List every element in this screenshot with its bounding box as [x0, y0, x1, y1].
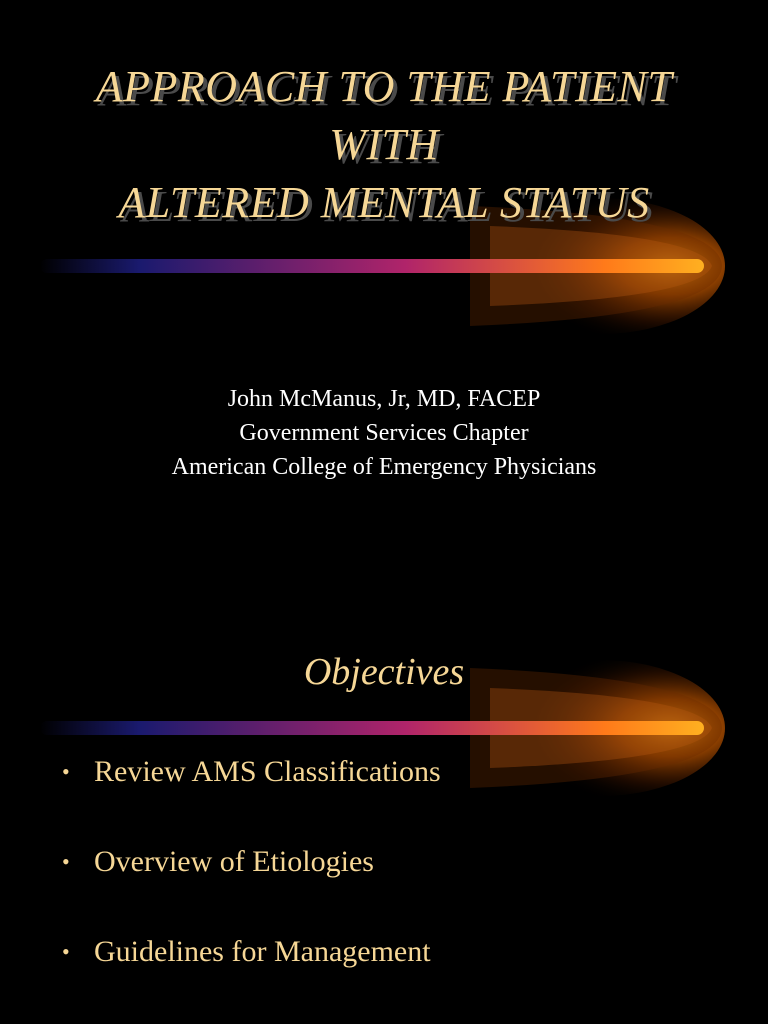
list-item	[62, 752, 441, 842]
bullet-icon: •	[62, 759, 70, 784]
list-item	[62, 932, 441, 1022]
title-line-3: ALTERED MENTAL STATUS	[118, 178, 650, 227]
bullet-text: Overview of Etiologies	[94, 845, 374, 878]
list-item	[62, 842, 441, 932]
bullet-text: Review AMS Classifications	[94, 755, 441, 788]
slide-title	[0, 58, 768, 232]
bullet-icon: •	[62, 849, 70, 874]
organization-name: American College of Emergency Physicians	[171, 454, 597, 480]
objectives-slide	[0, 512, 768, 1024]
title-line-1: APPROACH TO THE PATIENT	[95, 62, 673, 111]
chapter-name: Government Services Chapter	[239, 420, 529, 446]
objectives-list	[62, 752, 441, 1022]
author-block	[0, 382, 768, 484]
title-line-2: WITH	[329, 120, 439, 169]
bullet-icon: •	[62, 939, 70, 964]
objectives-title: Objectives	[303, 651, 465, 693]
author-name: John McManus, Jr, MD, FACEP	[227, 386, 541, 412]
bullet-text: Guidelines for Management	[94, 935, 431, 968]
